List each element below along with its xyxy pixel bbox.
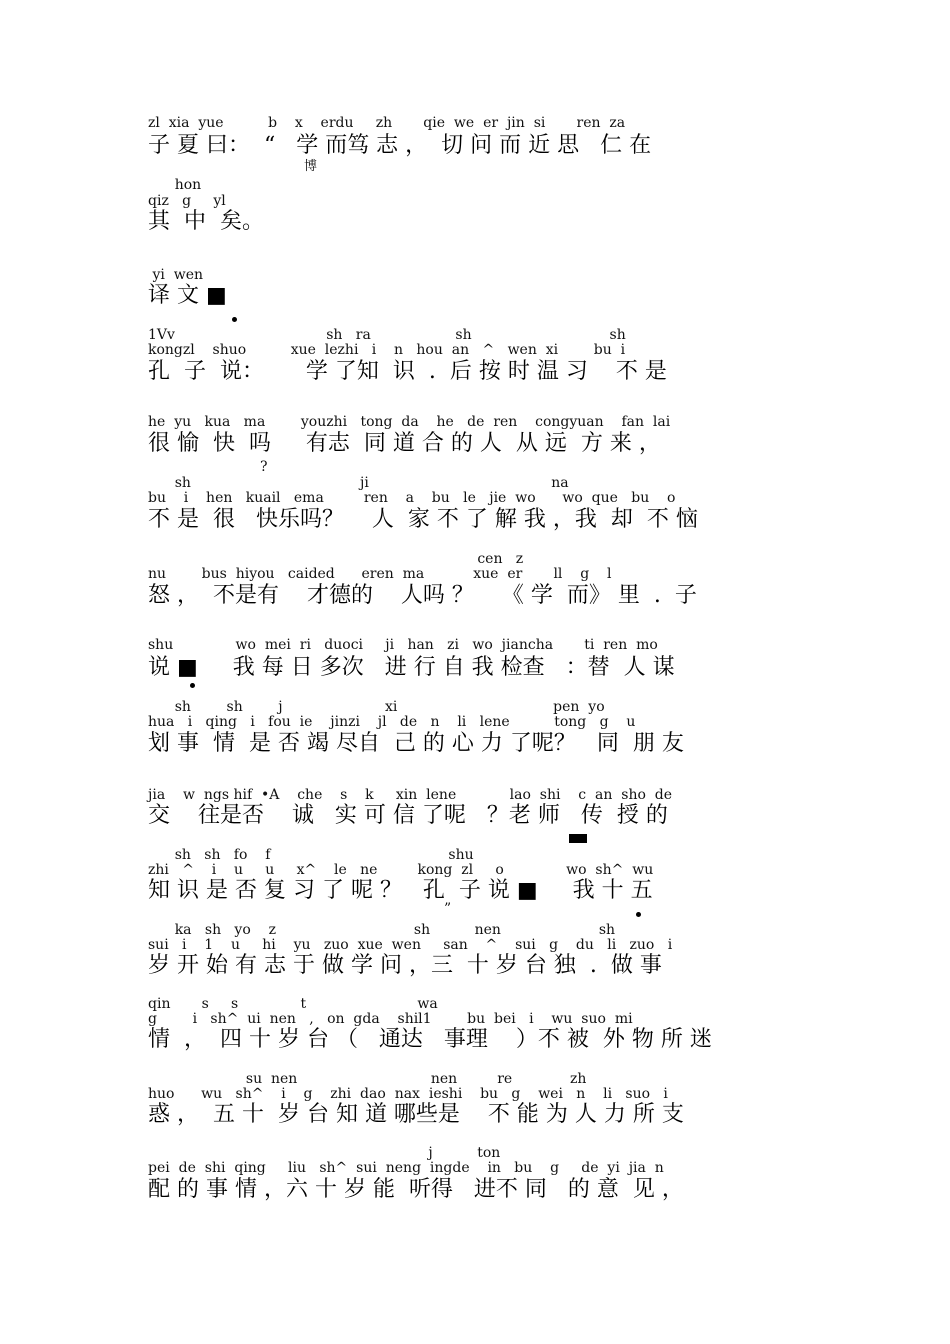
hanzi-row: 子 夏 曰： “ 学 而笃 志 ， 切 问 而 近 思 仁 在 bbox=[148, 133, 652, 158]
hanzi-row: 惑 ， 五 十 岁 台 知 道 哪些是 不 能 为 人 力 所 支 bbox=[148, 1102, 684, 1127]
pinyin-row: j ton bbox=[148, 1145, 501, 1161]
pinyin-row: sh sh j xi pen yo bbox=[148, 699, 605, 715]
pinyin-row: zl xia yue b x erdu zh qie we er jin si ren za bbox=[148, 115, 626, 131]
text-line-3 bbox=[0, 262, 950, 322]
pinyin-row: sui i 1 u hi yu zuo xue wen san ^ sui g du li zuo i bbox=[148, 937, 673, 953]
black-block bbox=[569, 834, 587, 843]
text-line-6 bbox=[0, 472, 950, 532]
pinyin-row: bu i hen kuail ema ren a bu le jie wo wo que bu o bbox=[148, 490, 676, 506]
hanzi-row: 很 愉 快 吗 有志 同 道 合 的 人 从 远 方 来 ， bbox=[148, 431, 661, 456]
hanzi-row: 说 ■ 我 每 日 多次 进 行 自 我 检查 ：替 人 谋 bbox=[148, 655, 675, 680]
pinyin-row: zhi ^ i u u x^ le ne kong zl o wo sh^ wu bbox=[148, 862, 654, 878]
pinyin-row: qiz g yl bbox=[148, 193, 226, 209]
pinyin-row: ka sh yo z sh nen sh bbox=[148, 922, 616, 938]
pinyin-row: qin s s t wa bbox=[148, 996, 438, 1012]
hanzi-row: 不 是 很 快乐吗？ 人 家 不 了 解 我 ，我 却 不 恼 bbox=[148, 507, 698, 532]
pinyin-row: kongzl shuo xue lezhi i n hou an ^ wen xi bu i bbox=[148, 342, 626, 358]
pinyin-row: su nen nen re zh bbox=[148, 1071, 587, 1087]
pinyin-row: hon bbox=[148, 177, 202, 193]
text-line-15 bbox=[0, 1144, 950, 1204]
pinyin-row: sh ji na bbox=[148, 475, 569, 491]
pinyin-row: hua i qing i fou ie jinzi jl de n li lene tong g u bbox=[148, 714, 636, 730]
text-line-5 bbox=[0, 410, 950, 475]
text-line-13 bbox=[0, 994, 950, 1054]
hanzi-row: 岁 开 始 有 志 于 做 学 问 ，三 十 岁 台 独 . 做 事 bbox=[148, 953, 662, 978]
text-line-9 bbox=[0, 696, 950, 756]
hanzi-row: 其 中 矣。 bbox=[148, 209, 264, 234]
text-line-10 bbox=[0, 784, 950, 844]
hanzi-row: 情 ， 四 十 岁 台 （ 通达 事理 ）不 被 外 物 所 迷 bbox=[148, 1027, 712, 1052]
hanzi-row: 怒 ， 不是有 才德的 人吗 ？ 《 学 而》 里 . 子 bbox=[148, 583, 697, 608]
pinyin-row: g i sh^ ui nen , on gda shil1 bu bei i wu suo mi bbox=[148, 1011, 633, 1027]
hanzi-row: 孔 子 说： 学 了知 识 . 后 按 时 温 习 不 是 bbox=[148, 359, 667, 384]
hanzi-row: 交 往是否 诚 实 可 信 了呢 ？老 师 传 授 的 bbox=[148, 803, 668, 828]
text-line-14 bbox=[0, 1068, 950, 1128]
pinyin-row: he yu kua ma youzhi tong da he de ren congyuan fan lai bbox=[148, 414, 671, 430]
hanzi-row: 知 识 是 否 复 习 了 呢 ？ 孔 子 说 ■ 我 十 五 bbox=[148, 878, 653, 903]
pinyin-row: jia w ngs hif •A che s k xin lene lao shi c an sho de bbox=[148, 787, 673, 803]
stray-quote: ” bbox=[444, 901, 452, 917]
hanzi-row: 划 事 情 是 否 竭 尽自 己 的 心 力 了呢？ 同 朋 友 bbox=[148, 731, 684, 756]
stray-character: 博 bbox=[304, 159, 318, 174]
pinyin-row: pei de shi qing liu sh^ sui neng ingde in bu g de yi jia n bbox=[148, 1160, 664, 1176]
pinyin-row: yi wen bbox=[148, 267, 204, 283]
pinyin-row: cen z bbox=[148, 551, 524, 567]
bullet-dot bbox=[636, 912, 641, 917]
pinyin-row: shu wo mei ri duoci ji han zi wo jiancha ti ren mo bbox=[148, 637, 658, 653]
text-line-8 bbox=[0, 634, 950, 694]
bullet-dot bbox=[190, 683, 195, 688]
pinyin-row: huo wu sh^ i g zhi dao nax ieshi bu g wei n li suo i bbox=[148, 1086, 668, 1102]
text-line-1 bbox=[0, 112, 950, 172]
text-line-4 bbox=[0, 322, 950, 382]
pinyin-row: sh sh fo f shu bbox=[148, 847, 474, 863]
stray-mark: ? bbox=[260, 459, 268, 475]
hanzi-row: 译 文 ■ bbox=[148, 283, 227, 308]
text-line-7 bbox=[0, 548, 950, 608]
pinyin-row: nu bus hiyou caided eren ma xue er ll g l bbox=[148, 566, 612, 582]
text-line-11 bbox=[0, 844, 950, 917]
hanzi-row: 配 的 事 情 ，六 十 岁 能 听得 进不 同 的 意 见 ， bbox=[148, 1177, 684, 1202]
text-line-12 bbox=[0, 920, 950, 980]
pinyin-row: 1Vv sh ra sh sh bbox=[148, 327, 626, 343]
text-line-2 bbox=[0, 172, 950, 232]
